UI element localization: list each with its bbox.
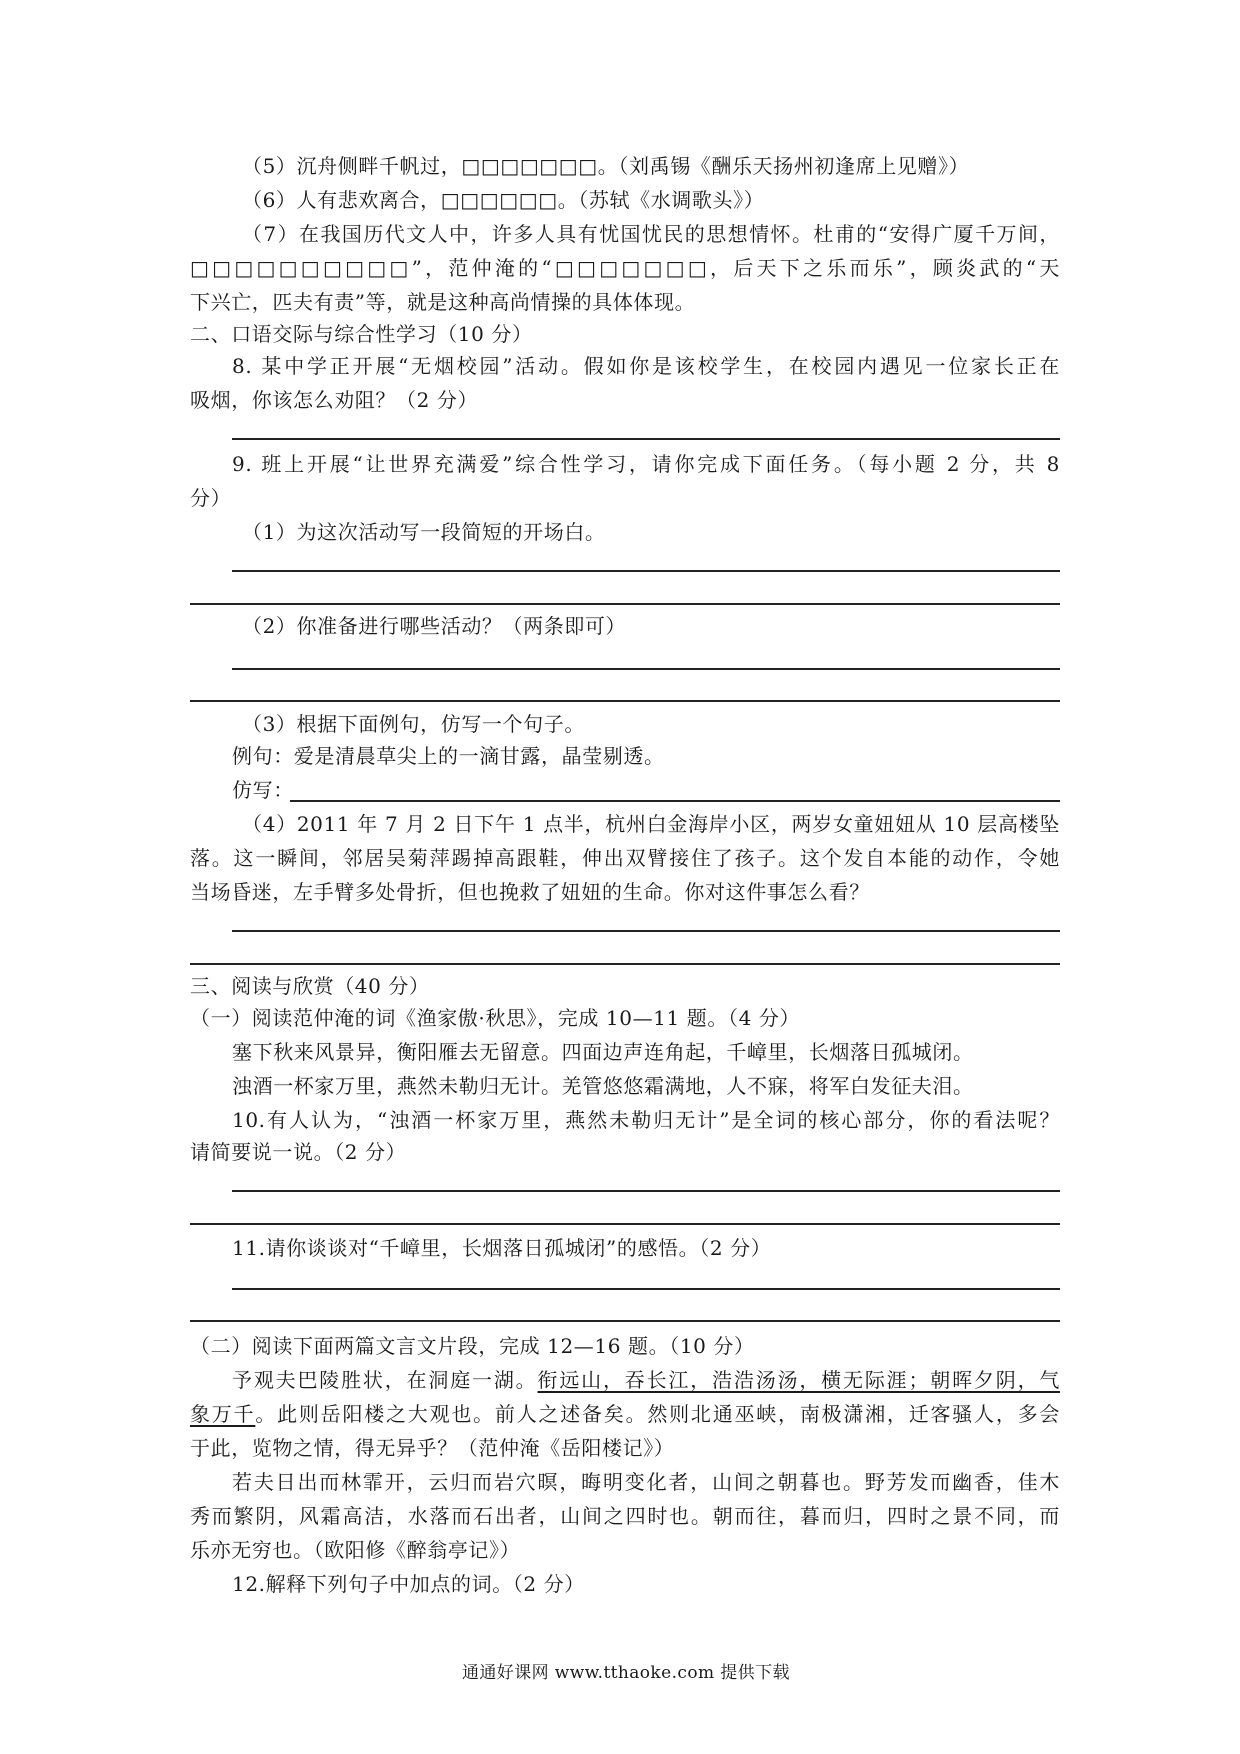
section3-title: 三、阅读与欣赏（40 分） [190,974,430,998]
q9-2-answer-line-1[interactable] [232,668,1060,670]
yueyang-underlined-end: 象万千 [190,1402,256,1426]
q10-line2: 请简要说一说。（2 分） [190,1140,407,1164]
q9-line1: 9. 班上开展“让世界充满爱”综合性学习，请你完成下面任务。（每小题 2 分，共 8 [232,452,1060,476]
q9-4-line2: 落。这一瞬间，邻居吴菊萍踢掉高跟鞋，伸出双臂接住了孩子。这个发自本能的动作，令她 [190,846,1060,870]
section2-title: 二、口语交际与综合性学习（10 分） [190,322,533,346]
poem-line2: 浊酒一杯家万里，燕然未勒归无计。羌管悠悠霜满地，人不寐，将军白发征夫泪。 [232,1074,974,1098]
zuiweng-line3: 乐亦无穷也。（欧阳修《醉翁亭记》） [190,1538,521,1562]
q9-4-line3: 当场昏迷，左手臂多处骨折，但也挽救了妞妞的生命。你对这件事怎么看？ [190,880,870,904]
zuiweng-line1: 若夫日出而林霏开，云归而岩穴暝，晦明变化者，山间之朝暮也。野芳发而幽香，佳木 [232,1470,1060,1494]
q9-2-answer-line-2[interactable] [190,700,1060,702]
yueyang-line1 [232,1368,1060,1392]
q9-3-example: 例句：爱是清晨草尖上的一滴甘露，晶莹剔透。 [232,744,665,768]
q8-line1: 8. 某中学正开展“无烟校园”活动。假如你是该校学生，在校园内遇见一位家长正在 [232,354,1060,378]
recite-q7-line1: （7）在我国历代文人中，许多人具有忧国忧民的思想情怀。杜甫的“安得广厦千万间， [242,222,1060,246]
yueyang-line3: 于此，览物之情，得无异乎？（范仲淹《岳阳楼记》） [190,1436,675,1460]
q9-1: （1）为这次活动写一段简短的开场白。 [242,520,606,544]
yueyang-line1-plain: 予观夫巴陵胜状，在洞庭一湖。 [232,1368,538,1392]
zuiweng-line2: 秀而繁阴，风霜高洁，水落而石出者，山间之四时也。朝而往，暮而归，四时之景不同，而 [190,1504,1060,1528]
yueyang-underlined-sentence: 衔远山，吞长江，浩浩汤汤，横无际涯；朝晖夕阴，气 [537,1368,1060,1392]
recite-q7-line2: □□□□□□□□□□”，范仲淹的“□□□□□□□，后天下之乐而乐”，顾炎武的“天 [190,256,1060,280]
q9-4-answer-line-2[interactable] [190,963,1060,965]
q8-answer-line[interactable] [232,438,1060,440]
part1-title: （一）阅读范仲淹的词《渔家傲·秋思》，完成 10—11 题。（4 分） [190,1006,801,1030]
q10-answer-line-2[interactable] [190,1223,1060,1225]
q9-3-answer-line[interactable] [290,800,1060,802]
q11-answer-line-1[interactable] [232,1288,1060,1290]
q8-line2: 吸烟，你该怎么劝阻？（2 分） [190,388,479,412]
yueyang-line2 [190,1402,1060,1426]
yueyang-line2-plain: 。此则岳阳楼之大观也。前人之述备矣。然则北通巫峡，南极潇湘，迁客骚人，多会 [255,1402,1060,1426]
poem-line1: 塞下秋来风景异，衡阳雁去无留意。四面边声连角起，千嶂里，长烟落日孤城闭。 [232,1040,974,1064]
q10-line1: 10.有人认为，“浊酒一杯家万里，燕然未勒归无计”是全词的核心部分，你的看法呢？ [232,1108,1060,1132]
q9-1-answer-line-1[interactable] [232,570,1060,572]
q9-3-fangxie-label: 仿写： [232,778,294,802]
q9-1-answer-line-2[interactable] [190,603,1060,605]
q10-answer-line-1[interactable] [232,1190,1060,1192]
footer-source: 通通好课网 www.tthaoke.com 提供下载 [462,1663,790,1683]
q9-line2: 分） [190,486,232,510]
q11: 11.请你谈谈对“千嶂里，长烟落日孤城闭”的感悟。（2 分） [232,1236,772,1260]
q9-4-answer-line-1[interactable] [232,930,1060,932]
q9-4-line1: （4）2011 年 7 月 2 日下午 1 点半，杭州白金海岸小区，两岁女童妞妞从 10 层高楼坠 [242,812,1060,836]
q9-2: （2）你准备进行哪些活动？（两条即可） [242,614,627,638]
q12: 12.解释下列句子中加点的词。（2 分） [232,1572,585,1596]
q11-answer-line-2[interactable] [190,1320,1060,1322]
part2-title: （二）阅读下面两篇文言文片段，完成 12—16 题。（10 分） [190,1334,755,1358]
recite-q7-line3: 下兴亡，匹夫有责”等，就是这种高尚情操的具体体现。 [190,290,696,314]
recite-q6: （6）人有悲欢离合，□□□□□□。（苏轼《水调歌头》） [242,188,765,212]
q9-3: （3）根据下面例句，仿写一个句子。 [242,712,585,736]
recite-q5: （5）沉舟侧畔千帆过，□□□□□□□。（刘禹锡《酬乐天扬州初逢席上见赠》） [242,154,970,178]
